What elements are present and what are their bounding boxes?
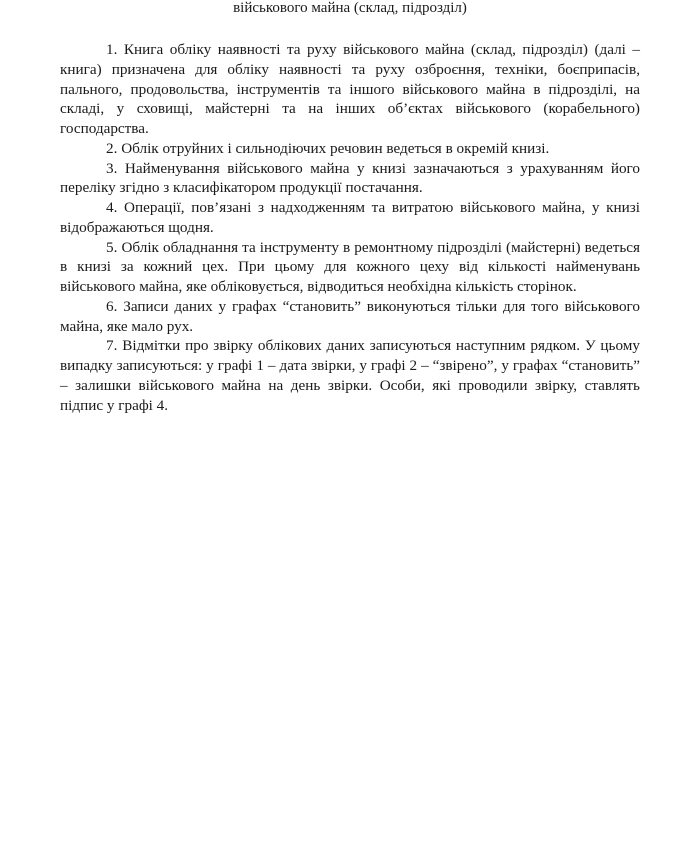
document-body — [60, 40, 640, 415]
paragraph-2: 2. Облік отруйних і сильнодіючих речовин ведеться в окремій книзі. — [106, 139, 550, 157]
paragraph-1: 1. Книга обліку наявності та руху військового майна (склад, підрозділ) (далі – книга) призначена для обліку наявності та руху озброєння, техніки, боєприпасів, пального, продовольства, інструментів та іншого військового майна в підрозділі, на складі, у сховищі, майстерні та на інших об’єктах військового (корабельного) господарства. — [60, 41, 640, 137]
document-heading: військового майна (склад, підрозділ) — [233, 0, 467, 16]
paragraph-6: 6. Записи даних у графах “становить” виконуються тільки для того військового майна, яке мало рух. — [60, 297, 640, 335]
paragraph-4: 4. Операції, пов’язані з надходженням та витратою військового майна, у книзі відображаються щодня. — [60, 199, 640, 236]
paragraph-5: 5. Облік обладнання та інструменту в ремонтному підрозділі (майстерні) ведеться в книзі за кожний цех. При цьому для кожного цеху від кількості найменувань військового майна, яке обліковується, відводиться необхідна кількість сторінок. — [60, 238, 640, 295]
paragraph-3: 3. Найменування військового майна у книзі зазначаються з урахуванням його переліку згідно з класифікатором продукції постачання. — [60, 159, 640, 197]
paragraph-7: 7. Відмітки про звірку облікових даних записуються наступним рядком. У цьому випадку записуються: у графі 1 – дата звірки, у графі 2 – “звірено”, у графах “становить” – залишки військового майна на день звірки. Особи, які проводили звірку, ставлять підпис у графі 4. — [60, 337, 640, 414]
